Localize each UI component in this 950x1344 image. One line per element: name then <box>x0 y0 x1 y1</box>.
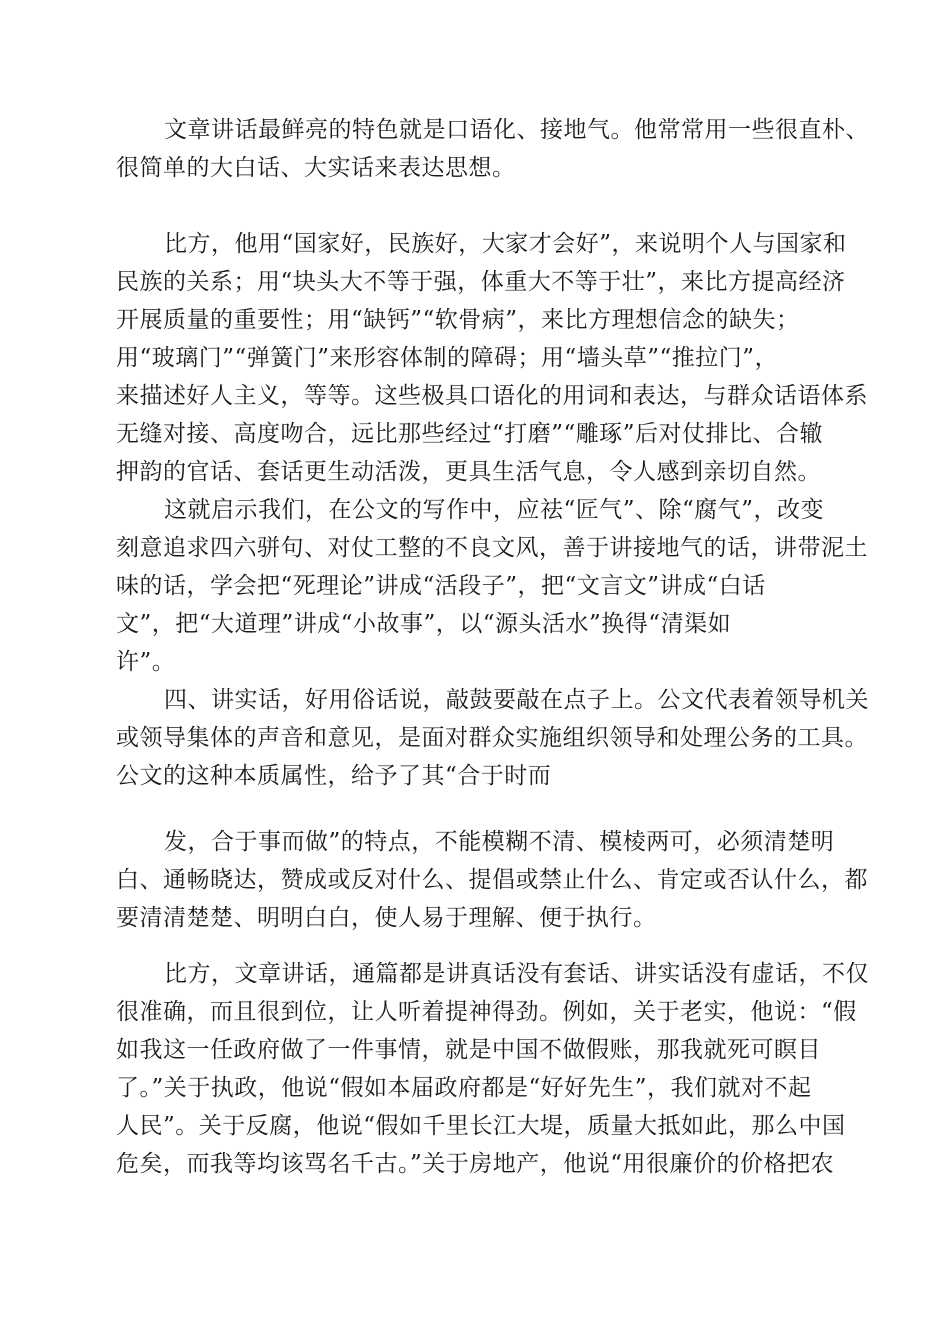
text-line: 来描述好人主义，等等。这些极具口语化的用词和表达，与群众话语体系 <box>116 383 868 409</box>
text-line: 比方，他用“国家好，民族好，大家才会好”，来说明个人与国家和 <box>164 231 847 257</box>
paragraph-5 <box>116 823 868 937</box>
text-line: 这就启示我们，在公文的写作中，应祛“匠气”、除“腐气”，改变 <box>164 497 825 523</box>
text-line: 比方，文章讲话，通篇都是讲真话没有套话、讲实话没有虚话，不仅 <box>164 961 869 987</box>
paragraph-6 <box>116 955 869 1183</box>
text-line: 发，合于事而做”的特点，不能模糊不清、模棱两可，必须清楚明 <box>164 829 835 855</box>
text-line: 白、通畅晓达，赞成或反对什么、提倡或禁止什么、肯定或否认什么，都 <box>116 867 868 893</box>
text-line: 用“玻璃门”“弹簧门”来形容体制的障碍；用“墙头草”“推拉门”， <box>116 345 779 371</box>
text-line: 押韵的官话、套话更生动活泼，更具生活气息，令人感到亲切自然。 <box>116 459 821 485</box>
text-line: 四、讲实话，好用俗话说，敲鼓要敲在点子上。公文代表着领导机关 <box>164 687 869 713</box>
text-line: 了。”关于执政，他说“假如本届政府都是“好好先生”，我们就对不起 <box>116 1075 812 1101</box>
paragraph-2 <box>116 225 868 491</box>
text-line: 如我这一任政府做了一件事情，就是中国不做假账，那我就死可瞑目 <box>116 1037 821 1063</box>
text-line: 人民”。关于反腐，他说“假如千里长江大堤，质量大抵如此，那么中国 <box>116 1113 846 1139</box>
text-line: 味的话，学会把“死理论”讲成“活段子”，把“文言文”讲成“白话 <box>116 573 766 599</box>
text-line: 许”。 <box>116 649 176 675</box>
text-line: 或领导集体的声音和意见，是面对群众实施组织领导和处理公务的工具。 <box>116 725 868 751</box>
text-line: 很准确，而且很到位，让人听着提神得劲。例如，关于老实，他说：“假 <box>116 999 857 1025</box>
paragraph-4 <box>116 681 869 795</box>
text-line: 文”，把“大道理”讲成“小故事”，以“源头活水”换得“清渠如 <box>116 611 732 637</box>
text-line: 要清清楚楚、明明白白，使人易于理解、便于执行。 <box>116 905 657 931</box>
paragraph-3 <box>116 491 868 681</box>
text-line: 文章讲话最鲜亮的特色就是口语化、接地气。他常常用一些很直朴、 <box>164 117 869 143</box>
text-line: 刻意追求四六骈句、对仗工整的不良文风，善于讲接地气的话，讲带泥土 <box>116 535 868 561</box>
text-line: 很简单的大白话、大实话来表达思想。 <box>116 155 516 181</box>
paragraph-1 <box>116 111 869 187</box>
text-line: 无缝对接、高度吻合，远比那些经过“打磨”“雕琢”后对仗排比、合辙 <box>116 421 824 447</box>
text-line: 开展质量的重要性；用“缺钙”“软骨病”，来比方理想信念的缺失； <box>116 307 800 333</box>
text-line: 民族的关系；用“块头大不等于强，体重大不等于壮”，来比方提高经济 <box>116 269 846 295</box>
text-line: 危矣，而我等均该骂名千古。”关于房地产，他说“用很廉价的价格把农 <box>116 1151 835 1177</box>
text-line: 公文的这种本质属性，给予了其“合于时而 <box>116 763 552 789</box>
